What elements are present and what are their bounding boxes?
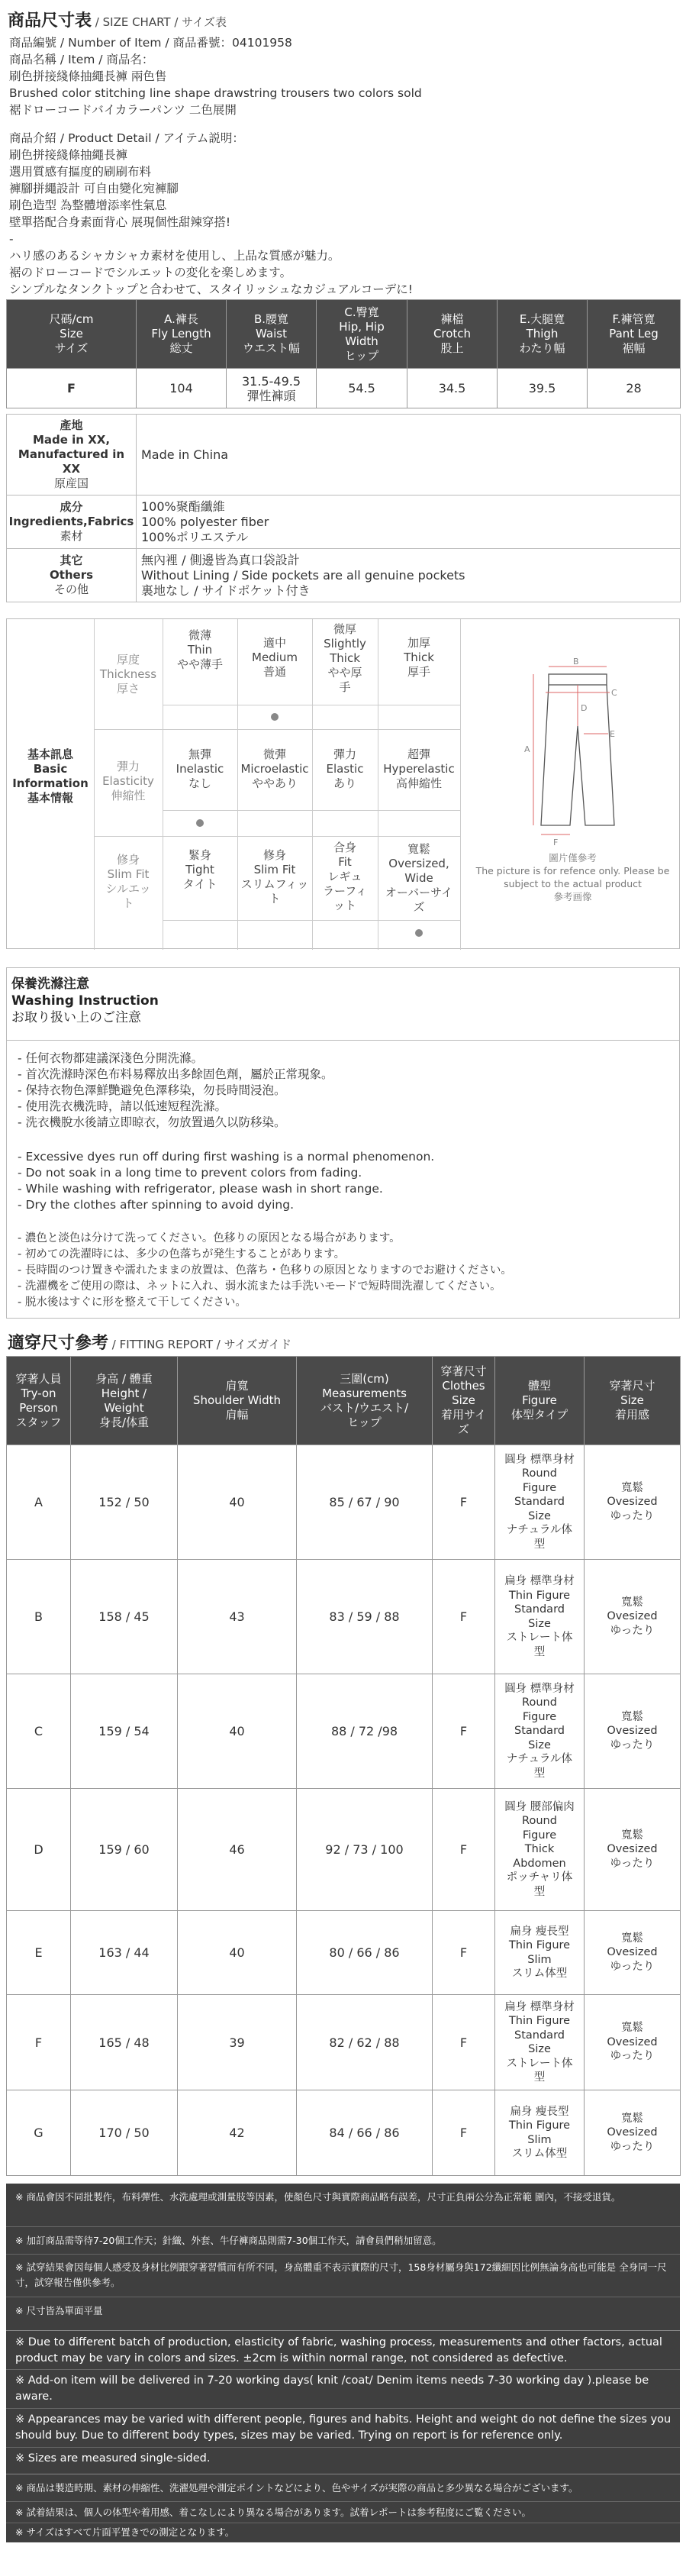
figure-cell: 扁身 瘦長型 Thin Figure Slim スリム体型 [495,2090,585,2176]
note-en: ※ Appearances may be varied with different people, figures and habits. Height and weight do not define the sizes you [15,2413,672,2426]
diagram-label-a: A [524,744,530,754]
col-clothes-size: 穿著尺寸 Clothes Size 着用サイ ズ [433,1357,495,1445]
notes-box [6,2184,680,2542]
washing-jp-line: - 初めての洗濯時には、多少の色落ちが発生することがあります。 [18,1248,346,1261]
col-measurements: 三圍(cm) Measurements バスト/ウエスト/ ヒップ [297,1357,433,1445]
height-weight-cell: 163 / 44 [71,1911,178,1995]
size-feel-cell: 寬鬆 Ovesized ゆったり [585,1674,681,1789]
washing-zh-line: - 首次洗滌時深色布料易釋放出多餘固色劑，屬於正常現象。 [18,1067,333,1081]
item-name-en: Brushed color stitching line shape drawstring trousers two colors sold [9,86,422,100]
thigh-value: 39.5 [498,369,588,408]
item-number: 商品編號 / Number of Item / 商品番號：04101958 [9,36,292,50]
detail-line: - [9,232,14,246]
col-pant-leg: F.褲管寬 Pant Leg 裾幅 [588,300,681,369]
waistband-shape [549,674,607,685]
col-shoulder-width: 肩寬 Shoulder Width 肩幅 [178,1357,297,1445]
washing-title-en: Washing Instruction [11,993,159,1009]
washing-en-line: - Do not soak in a long time to prevent colors from fading. [18,1166,362,1180]
elasticity-option-microelastic: 微彈 Microelastic ややあり [240,747,309,790]
basic-info-label: 基本訊息 Basic Information 基本情報 [12,747,89,805]
fitting-row [7,1911,681,1995]
note-jp: ※ 試着結果は、個人の体型や着用感、着こなしにより異なる場合があります。試着レポートは参考程度にご覧ください。 [15,2507,531,2518]
fitting-row [7,2090,681,2176]
slim-fit-selected-marker [415,929,423,937]
measurements-cell: 82 / 62 / 88 [297,1995,433,2090]
figure-cell: 扁身 標準身材 Thin Figure Standard Size ストレート体 型 [495,1995,585,2090]
product-detail-block [9,130,413,298]
diagram-label-c: C [611,688,617,698]
fitting-heading [8,1330,291,1354]
col-thigh: E.大腿寬 Thigh わたり幅 [498,300,588,369]
size-chart-title: 商品尺寸表 [8,11,92,31]
crotch-value: 34.5 [407,369,498,408]
clothes-size-cell: F [433,1789,495,1911]
washing-zh-line: - 保持衣物色澤鮮艷避免色澤移染，勿長時間浸泡。 [18,1083,286,1097]
figure-cell: 圓身 標準身材 Round Figure Standard Size ナチュラル体 型 [495,1674,585,1789]
table-row [7,369,681,408]
height-weight-cell: 159 / 54 [71,1674,178,1789]
waist-value: 31.5-49.5 彈性褲頭 [227,369,317,408]
diagram-label-e: E [610,729,615,739]
washing-zh-line: - 洗衣機脫水後請立即晾衣，勿放置過久以防移染。 [18,1115,286,1129]
detail-line: 刷色拼接綫條抽繩長褲 [9,148,128,162]
washing-title-block [11,976,159,1026]
fitting-row [7,1445,681,1560]
slim-fit-option-oversized: 寬鬆 Oversized, Wide オーバーサイ ズ [385,842,453,914]
elasticity-option-hyperelastic: 超彈 Hyperelastic 高伸縮性 [383,747,455,790]
shoulder-width-cell: 40 [178,1911,297,1995]
note-en: ※ Due to different batch of production, elasticity of fabric, washing process, measurements and other factors, actual [15,2336,662,2348]
washing-title-zh: 保養洗滌注意 [11,976,89,992]
others-value: 無內裡 / 側邊皆為真口袋設計 Without Lining / Side pockets are all genuine pockets 裏地なし / サイドポケット付き [137,549,681,602]
clothes-size-cell: F [433,2090,495,2176]
washing-jp-line: - 洗濯機をご使用の際は、ネットに入れ、弱水流または手洗いモードで短時間洗濯してください。 [18,1280,501,1293]
thickness-option-medium: 適中 Medium 普通 [252,636,298,679]
washing-jp-line: - 脱水後はすぐに形を整えて干してください。 [18,1296,246,1309]
diagram-label-b: B [573,657,579,667]
elasticity-selected-marker [196,819,204,827]
detail-line: 裾のドローコードでシルエットの変化を楽しめます。 [9,266,292,279]
detail-line: 選用質感有摳度的刷刷布料 [9,165,152,179]
detail-line: ハリ感のあるシャカシャカ素材を使用し、上品な質感が魅力。 [9,249,340,263]
note-zh: ※ 加訂商品需等待7-20個工作天；針織、外套、牛仔褲商品則需7-30個工作天，請會員們稍加留意。 [15,2235,442,2246]
pants-diagram [510,657,640,848]
material-value: 100%聚酯纖維 100% polyester fiber 100%ポリエステル [137,496,681,549]
thickness-option-thick: 加厚 Thick 厚手 [404,636,434,679]
fitting-table [6,1356,681,2176]
col-waist: B.腰寬 Waist ウエスト幅 [227,300,317,369]
try-on-person-cell: G [7,2090,71,2176]
col-size-feel: 穿著尺寸 Size 着用感 [585,1357,681,1445]
size-chart-heading [8,8,227,31]
note-jp: ※ サイズはすべて片面平置きでの測定となります。 [15,2526,235,2538]
item-name-zh: 刷色拼接綫條抽繩長褲 兩色售 [9,69,167,83]
fitting-subtitle: / FITTING REPORT / サイズガイド [111,1338,291,1351]
col-height-weight: 身高 / 體重 Height / Weight 身長/体重 [71,1357,178,1445]
clothes-size-cell: F [433,1445,495,1560]
figure-cell: 扁身 標準身材 Thin Figure Standard Size ストレート体 型 [495,1560,585,1674]
fitting-row [7,1789,681,1911]
fitting-title: 適穿尺寸參考 [8,1334,109,1353]
measurements-cell: 85 / 67 / 90 [297,1445,433,1560]
height-weight-cell: 170 / 50 [71,2090,178,2176]
clothes-size-cell: F [433,1674,495,1789]
washing-title-jp: お取り扱い上のご注意 [11,1010,141,1025]
col-size: 尺碼/cm Size サイズ [7,300,137,369]
clothes-size-cell: F [433,1911,495,1995]
thickness-category: 厚度 Thickness 厚さ [99,653,157,696]
note-jp: ※ 商品は製造時期、素材の伸縮性、洗濯処理や測定ポイントなどにより、色やサイズが実際の商品と多少異なる場合がございます。 [15,2482,578,2494]
product-info-block [9,34,422,118]
washing-jp-line: - 濃色と淡色は分けて洗ってください。色移りの原因となる場合があります。 [18,1232,401,1244]
note-zh: ※ 尺寸皆為單面平量 [15,2305,103,2316]
hip-value: 54.5 [317,369,407,408]
shoulder-width-cell: 42 [178,2090,297,2176]
washing-en-line: - Excessive dyes run off during first washing is a normal phenomenon. [18,1150,435,1164]
clothes-size-cell: F [433,1995,495,2090]
thickness-option-thin: 微薄 Thin やや薄手 [176,628,223,671]
detail-line: 褲腳拼繩設計 可自由變化宛褲腳 [9,182,179,195]
size-table [6,299,681,408]
size-feel-cell: 寬鬆 Ovesized ゆったり [585,1995,681,2090]
washing-en-line: - Dry the clothes after spinning to avoid dying. [18,1198,295,1212]
fitting-row [7,1674,681,1789]
size-feel-cell: 寬鬆 Ovesized ゆったり [585,1911,681,1995]
washing-zh-line: - 任何衣物都建議深淺色分開洗滌。 [18,1051,204,1065]
shoulder-width-cell: 43 [178,1560,297,1674]
thickness-selected-marker [271,713,279,721]
shoulder-width-cell: 39 [178,1995,297,2090]
height-weight-cell: 159 / 60 [71,1789,178,1911]
detail-line: シンプルなタンクトップと合わせて、スタイリッシュなカジュアルコーデに! [9,282,413,296]
measurements-cell: 88 / 72 /98 [297,1674,433,1789]
slim-fit-option-slim: 修身 Slim Fit スリムフィッ ト [240,848,309,905]
basic-info-box [6,618,680,949]
fitting-row [7,1560,681,1674]
try-on-person-cell: D [7,1789,71,1911]
size-feel-cell: 寬鬆 Ovesized ゆったり [585,1789,681,1911]
try-on-person-cell: B [7,1560,71,1674]
item-name-label: 商品名稱 / Item / 商品名： [9,53,154,66]
item-name-jp: 裾ドローコードバイカラーパンツ 二色展開 [9,103,237,117]
col-figure: 體型 Figure 体型タイプ [495,1357,585,1445]
slim-fit-option-fit: 合身 Fit レギュ ラーフィ ット [322,841,368,912]
thickness-option-slightly-thick: 微厚 Slightly Thick やや厚 手 [324,622,366,694]
note-zh: ※ 商品會因不同批製作，布料彈性、水洗處理或測量肢等因素，使顏色尺寸與實際商品略有誤差，尺寸正負兩公分為正常範 圍內，不接受退貨。 [15,2191,621,2203]
slim-fit-category: 修身 Slim Fit シルエッ ト [105,853,151,910]
fitting-row [7,1995,681,2090]
detail-line: 商品介紹 / Product Detail / アイテム説明： [9,131,244,145]
detail-line: 刷色造型 為整體增添率性氣息 [9,199,167,212]
note-en: aware. [15,2390,53,2403]
diagram-label-d: D [581,703,588,713]
note-en: should buy. Due to different body types, sizes may be varied. Trying on report is for reference only. [15,2429,563,2442]
size-feel-cell: 寬鬆 Ovesized ゆったり [585,2090,681,2176]
elasticity-option-elastic: 彈力 Elastic あり [326,747,364,790]
figure-cell: 圓身 腰部偏肉 Round Figure Thick Abdomen ポッチャリ体 型 [495,1789,585,1911]
shoulder-width-cell: 40 [178,1445,297,1560]
measurements-cell: 92 / 73 / 100 [297,1789,433,1911]
elasticity-option-inelastic: 無彈 Inelastic なし [176,747,224,790]
height-weight-cell: 158 / 45 [71,1560,178,1674]
washing-jp-line: - 長時間のつけ置きや濡れたままの放置は、色落ち・色移りの原因となりますのでお避けください。 [18,1264,512,1277]
note-en: ※ Add-on item will be delivered in 7-20 working days( knit /coat/ Denim items needs 7-30 working day ).please be [15,2374,649,2387]
col-try-on-person: 穿著人員 Try-on Person スタッフ [7,1357,71,1445]
slim-fit-option-tight: 緊身 Tight タイト [182,848,217,891]
size-feel-cell: 寬鬆 Ovesized ゆったり [585,1560,681,1674]
figure-cell: 圓身 標準身材 Round Figure Standard Size ナチュラル体 型 [495,1445,585,1560]
washing-en-line: - While washing with refrigerator, please wash in short range. [18,1182,383,1196]
shoulder-width-cell: 40 [178,1674,297,1789]
measurements-cell: 83 / 59 / 88 [297,1560,433,1674]
height-weight-cell: 165 / 48 [71,1995,178,2090]
others-label: 其它 Others その他 [7,549,137,602]
washing-box [6,967,680,1319]
try-on-person-cell: F [7,1995,71,2090]
clothes-size-cell: F [433,1560,495,1674]
try-on-person-cell: E [7,1911,71,1995]
note-en: ※ Sizes are measured single-sided. [15,2452,211,2465]
size-feel-cell: 寬鬆 Ovesized ゆったり [585,1445,681,1560]
origin-value: Made in China [137,415,681,496]
diagram-caption: 圖片僅參考 The picture is for refence only. Please be subject to the actual product 參考画像 [475,852,670,902]
diagram-label-f: F [553,838,559,847]
height-weight-cell: 152 / 50 [71,1445,178,1560]
col-fly-length: A.褲長 Fly Length 総丈 [137,300,227,369]
figure-cell: 扁身 瘦長型 Thin Figure Slim スリム体型 [495,1911,585,1995]
fly-length-value: 104 [137,369,227,408]
note-zh: ※ 試穿結果會因每個人感受及身材比例跟穿著習慣而有所不同，身高體重不表示實際的尺寸，158身材屬身與172纖細因比例無論身高也可能是 全身同一尺寸，試穿報告僅供參考。 [15,2261,667,2288]
note-en: product may be vary in colors and sizes. ±2cm is within normal range, not considered as defective. [15,2352,568,2365]
material-label: 成分 Ingredients,Fabrics 素材 [7,496,137,549]
shoulder-width-cell: 46 [178,1789,297,1911]
detail-line: 壁單搭配合身素面背心 展現個性甜辣穿搭! [9,215,231,229]
try-on-person-cell: A [7,1445,71,1560]
washing-zh-line: - 使用洗衣機洗時，請以低速短程洗滌。 [18,1099,227,1113]
origin-label: 產地 Made in XX, Manufactured in XX 原産国 [7,415,137,496]
pant-leg-value: 28 [588,369,681,408]
info-table [6,414,681,602]
size-chart-subtitle: / SIZE CHART / サイズ表 [95,15,227,29]
try-on-person-cell: C [7,1674,71,1789]
col-crotch: 褲檔 Crotch 股上 [407,300,498,369]
col-hip: C.臀寬 Hip, Hip Width ヒップ [317,300,407,369]
measurements-cell: 84 / 66 / 86 [297,2090,433,2176]
measurements-cell: 80 / 66 / 86 [297,1911,433,1995]
elasticity-category: 彈力 Elasticity 伸縮性 [102,760,154,802]
size-value: F [7,369,137,408]
